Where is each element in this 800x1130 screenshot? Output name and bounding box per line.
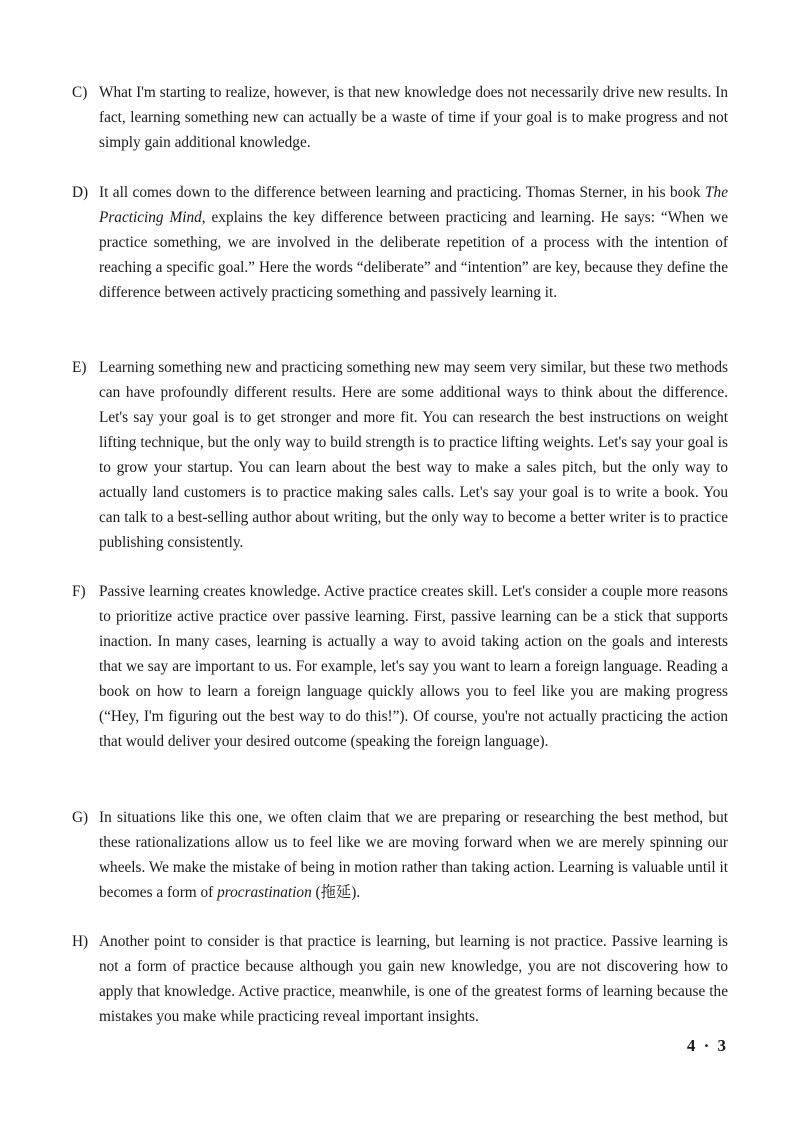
paragraph-label: F) [72,583,86,600]
paragraph-text: Learning something new and practicing something new may seem very similar, but these two methods can have profoundly different results. Here are some additional ways to think about the difference. Let's say your goal is to get stronger and more fit. You can research the best instructions on weight lifting technique, but the only way to build strength is to practice lifting weights. Let's say your goal is to grow your startup. You can learn about the best way to make a sales pitch, but the only way to actually land customers is to practice making sales calls. Let's say your goal is to write a book. You can talk to a best-selling author about writing, but the only way to become a better writer is to practice publishing consistently. [99,359,728,551]
italic-term: procrastination [217,884,312,901]
text-after: (拖延). [311,884,361,901]
book-title: The Practicing Mind [99,184,728,226]
paragraph-label: E) [72,359,87,376]
paragraph-label: D) [72,184,89,201]
paragraph-f [72,579,728,754]
paragraph-text [99,805,728,905]
page-number: 4 · 3 [686,1036,728,1055]
paragraph-text: Passive learning creates knowledge. Active practice creates skill. Let's consider a couple more reasons to prioritize active practice over passive learning. First, passive learning can be a stick that supports inaction. In many cases, learning is actually a way to avoid taking action on the goals and interests that we say are important to us. For example, let's say you want to learn a foreign language. Reading a book on how to learn a foreign language quickly allows you to feel like you are making progress (“Hey, I'm figuring out the best way to do this!”). Of course, you're not actually practicing the action that would deliver your desired outcome (speaking the foreign language). [99,583,728,750]
paragraph-label: G) [72,809,89,826]
paragraph-d [72,180,728,305]
paragraph-label: C) [72,84,88,101]
paragraph-label: H) [72,933,89,950]
text-after: , explains the key difference between practicing and learning. He says: “When we practice something, we are involved in the deliberate repetition of a process with the intention of reaching a specific goal.” Here the words “deliberate” and “intention” are key, because they define the difference between actively practicing something and passively learning it. [99,209,729,301]
paragraph-c [72,80,728,155]
text-before: It all comes down to the difference between learning and practicing. Thomas Sterner, in his book [99,184,706,201]
paragraph-text: Another point to consider is that practice is learning, but learning is not practice. Passive learning is not a form of practice because although you gain new knowledge, you are not discovering how to apply that knowledge. Active practice, meanwhile, is one of the greatest forms of learning because the mistakes you make while practicing reveal important insights. [99,933,728,1025]
text-before: In situations like this one, we often claim that we are preparing or researching the best method, but these rationalizations allow us to feel like we are moving forward when we are merely spinning our wheels. We make the mistake of being in motion rather than taking action. Learning is valuable until it becomes a form of [99,809,728,901]
paragraph-text [99,180,728,305]
paragraph-h [72,929,728,1029]
paragraph-g [72,805,728,905]
paragraph-e [72,355,728,555]
paragraph-text: What I'm starting to realize, however, is that new knowledge does not necessarily drive new results. In fact, learning something new can actually be a waste of time if your goal is to make progress and not simply gain additional knowledge. [99,84,728,151]
